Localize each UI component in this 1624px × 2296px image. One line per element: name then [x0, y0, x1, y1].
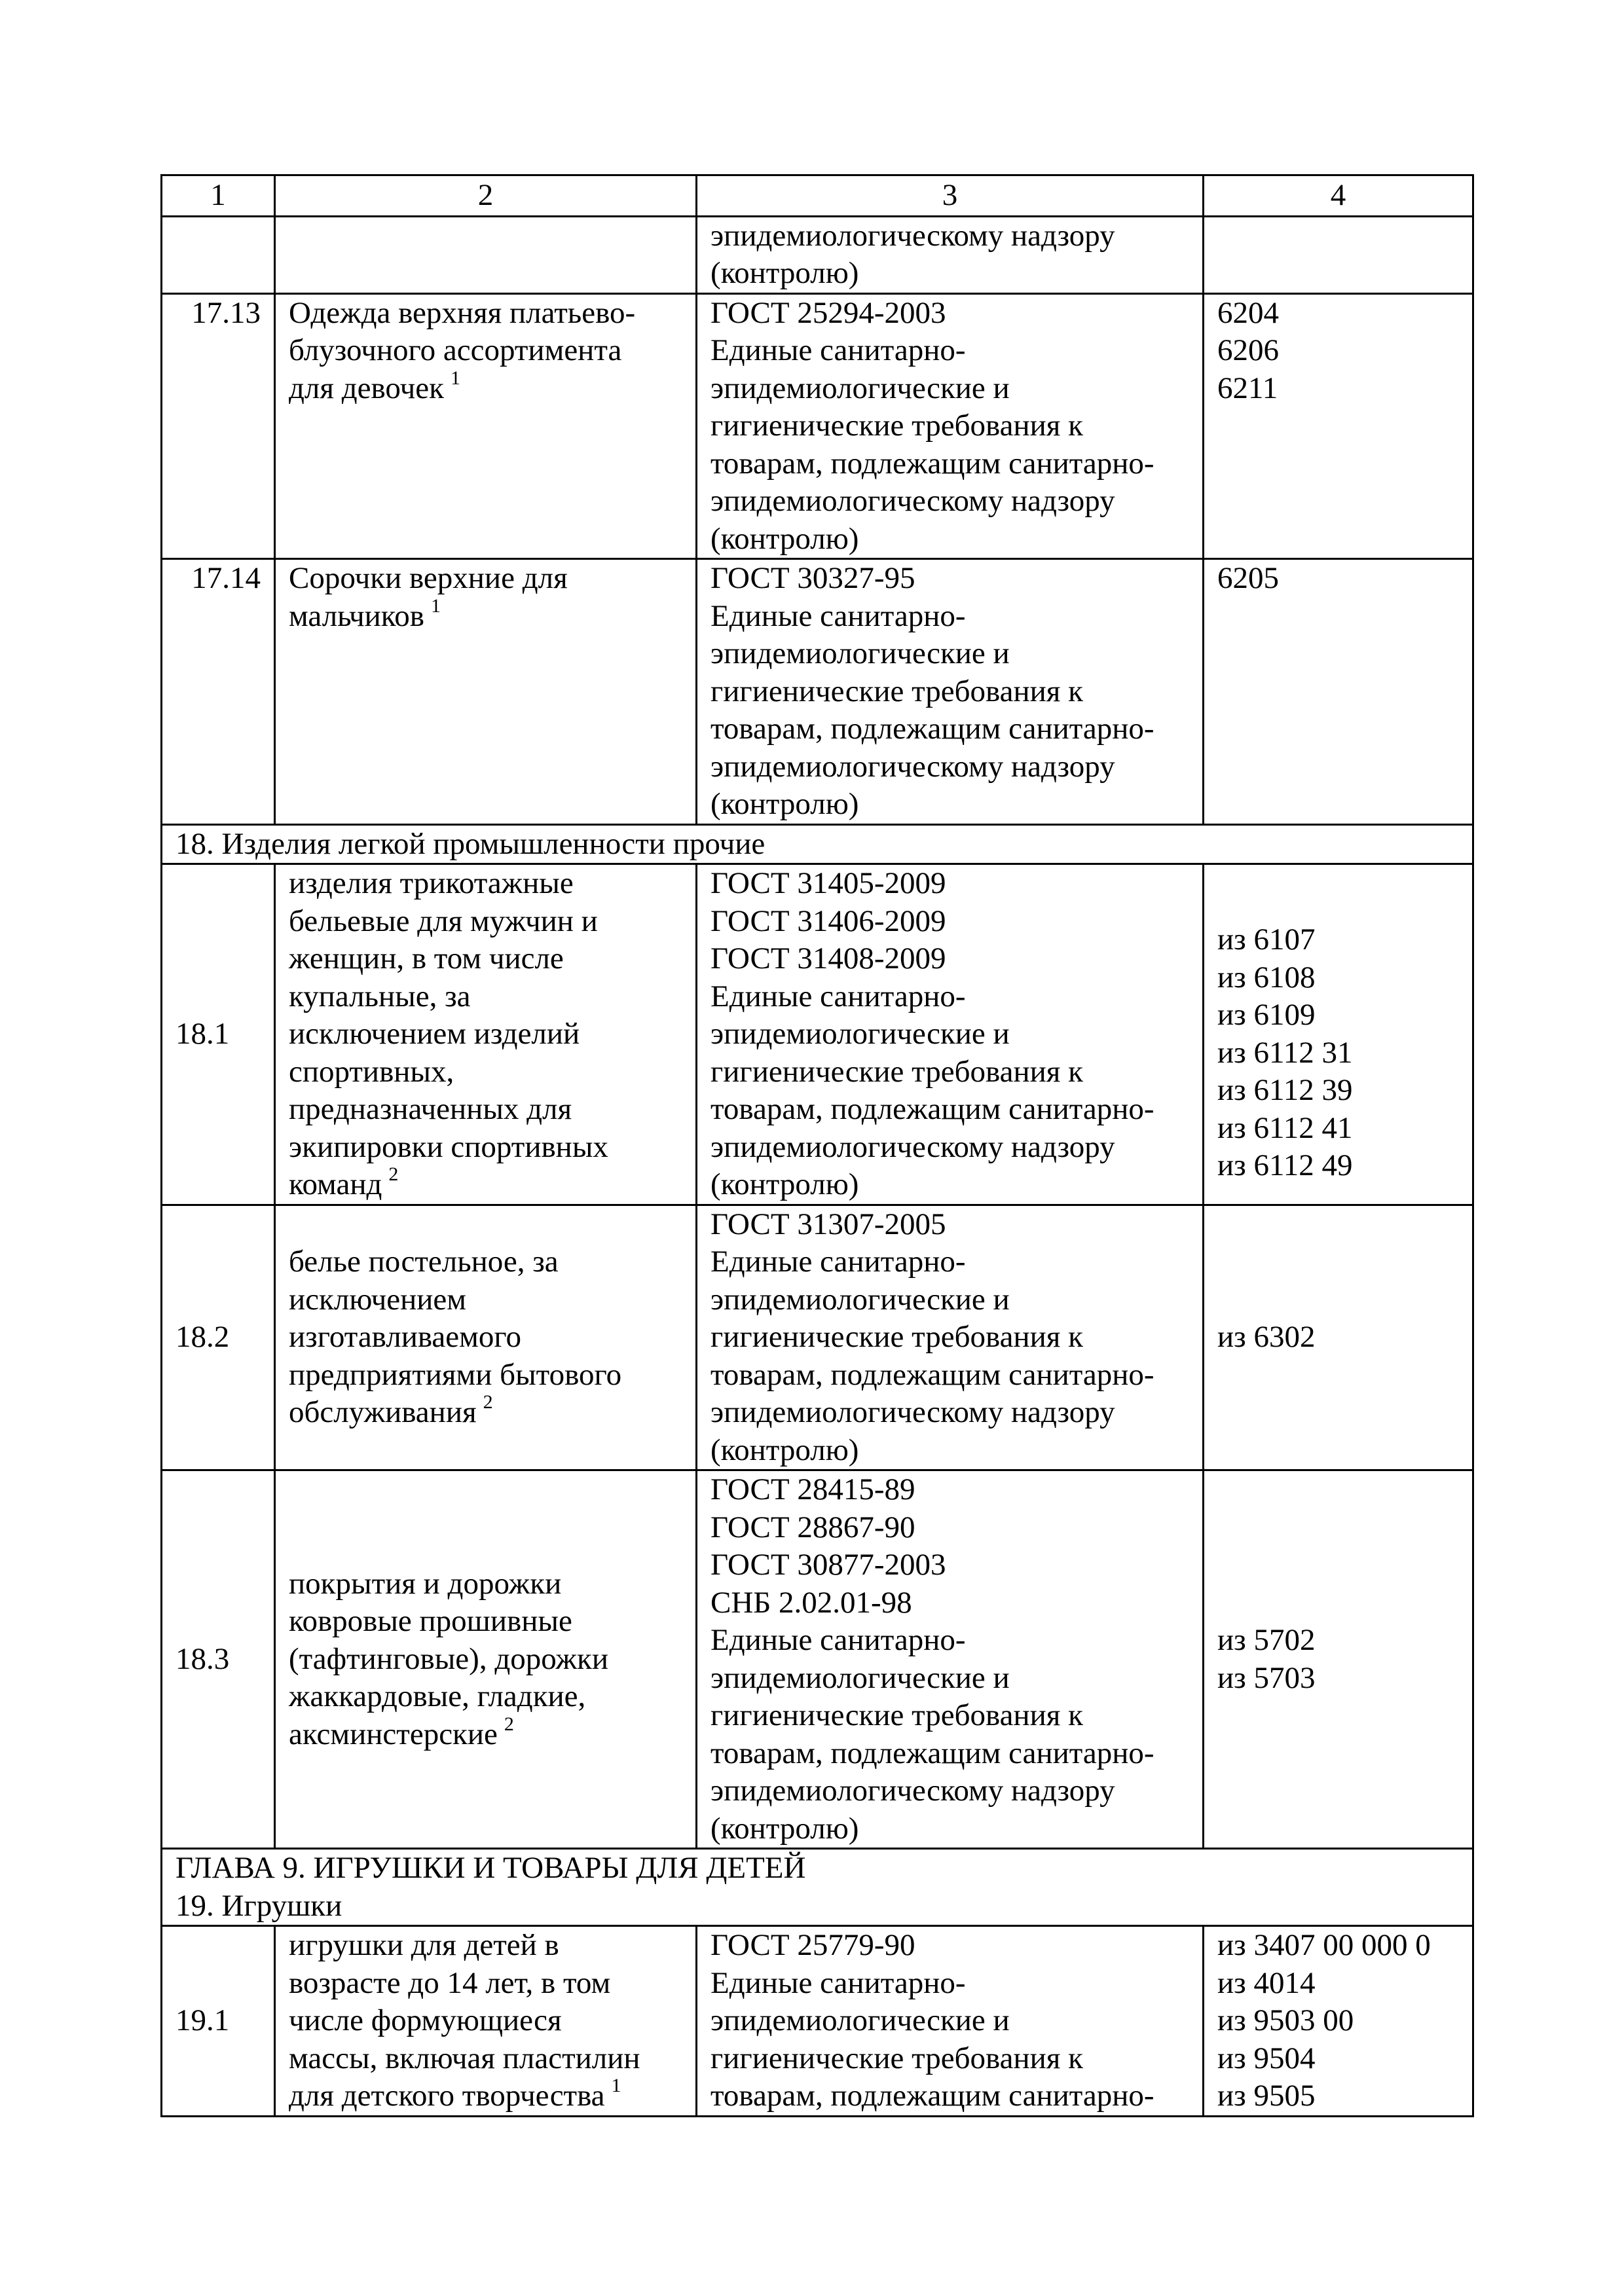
doc-line: ГОСТ 31405-2009 [710, 866, 946, 900]
doc-line: ГОСТ 25779-90 [710, 1928, 915, 1962]
doc-line: (контролю) [710, 521, 859, 556]
row-number [162, 216, 275, 293]
doc-line: эпидемиологические и [710, 1282, 1010, 1317]
doc-line: ГОСТ 31408-2009 [710, 941, 946, 975]
doc-line: гигиенические требования к [710, 1698, 1083, 1732]
tn-ved-codes [1204, 293, 1473, 559]
doc-line: эпидемиологическому надзору [710, 484, 1115, 518]
doc-line: Единые санитарно- [710, 598, 966, 633]
section-heading: 19. Игрушки [175, 1888, 342, 1923]
code-line: из 5703 [1217, 1660, 1316, 1695]
product-name [275, 559, 697, 825]
code-line: из 9503 00 [1217, 2003, 1354, 2037]
name-line: предназначенных для [289, 1092, 572, 1126]
name-line: аксминстерские $^2$ [289, 1713, 514, 1751]
doc-line: ГОСТ 28867-90 [710, 1510, 915, 1544]
name-line: бельевые для мужчин и [289, 903, 598, 938]
doc-line: ГОСТ 30327-95 [710, 561, 915, 595]
name-line: покрытия и дорожки [289, 1566, 562, 1601]
code-line: из 6112 31 [1217, 1035, 1353, 1070]
name-line: игрушки для детей в [289, 1928, 559, 1962]
tn-ved-codes [1204, 216, 1473, 293]
doc-line: Единые санитарно- [710, 1965, 966, 2000]
doc-line: гигиенические требования к [710, 1320, 1083, 1354]
code-line: 6205 [1217, 561, 1279, 595]
table-row [162, 1926, 1473, 2117]
doc-line: Единые санитарно- [710, 333, 966, 367]
tn-ved-codes [1204, 559, 1473, 825]
table-row [162, 293, 1473, 559]
normative-docs [697, 1205, 1204, 1470]
column-header: 2 [275, 175, 697, 217]
tn-ved-codes [1204, 1470, 1473, 1849]
name-line: числе формующиеся [289, 2003, 562, 2037]
name-line: белье постельное, за [289, 1245, 559, 1279]
code-line: из 6107 [1217, 922, 1316, 957]
doc-line: (контролю) [710, 1432, 859, 1467]
section-heading-row [162, 824, 1473, 864]
row-number: 18.2 [162, 1205, 275, 1470]
code-line: из 6302 [1217, 1320, 1316, 1354]
product-name [275, 1926, 697, 2117]
doc-line: Единые санитарно- [710, 979, 966, 1013]
column-header: 3 [697, 175, 1204, 217]
name-line: спортивных, [289, 1054, 454, 1089]
doc-line: эпидемиологическому надзору [710, 218, 1115, 253]
doc-line: эпидемиологические и [710, 2003, 1010, 2037]
name-line: возрасте до 14 лет, в том [289, 1965, 611, 2000]
doc-line: (контролю) [710, 1811, 859, 1846]
doc-line: товарам, подлежащим санитарно- [710, 446, 1154, 481]
footnote-marker: 1 [451, 367, 460, 389]
normative-docs [697, 559, 1204, 825]
code-line: из 6112 49 [1217, 1148, 1353, 1183]
doc-line: ГОСТ 31406-2009 [710, 903, 946, 938]
footnote-marker: 2 [483, 1391, 493, 1413]
doc-line: ГОСТ 25294-2003 [710, 295, 946, 330]
row-number: 17.13 [162, 293, 275, 559]
rows-group-17 [162, 293, 1473, 824]
code-line: из 6112 39 [1217, 1073, 1353, 1108]
name-line: предприятиями бытового [289, 1357, 622, 1392]
code-line: из 9504 [1217, 2041, 1316, 2075]
column-header: 4 [1204, 175, 1473, 217]
footnote-marker: 2 [504, 1713, 514, 1736]
product-name [275, 293, 697, 559]
name-line: изготавливаемого [289, 1320, 522, 1354]
name-line: Одежда верхняя платьево- [289, 295, 636, 330]
table-row [162, 559, 1473, 825]
doc-line: товарам, подлежащим санитарно- [710, 1092, 1154, 1126]
rows-group-19 [162, 1926, 1473, 2117]
code-line: из 9505 [1217, 2079, 1316, 2113]
row-number: 19.1 [162, 1926, 275, 2117]
code-line: из 6112 41 [1217, 1110, 1353, 1145]
product-name [275, 864, 697, 1205]
name-line: блузочного ассортимента [289, 333, 622, 367]
name-line: ковровые прошивные [289, 1604, 572, 1639]
name-line: купальные, за [289, 979, 471, 1013]
table-row [162, 216, 1473, 293]
doc-line: товарам, подлежащим санитарно- [710, 712, 1154, 746]
doc-line: эпидемиологические и [710, 1017, 1010, 1051]
chapter-heading [162, 1849, 1473, 1926]
doc-line: эпидемиологические и [710, 1660, 1010, 1695]
product-name [275, 1470, 697, 1849]
name-line: массы, включая пластилин [289, 2041, 640, 2075]
doc-line: ГОСТ 31307-2005 [710, 1207, 946, 1241]
code-line: из 6108 [1217, 960, 1316, 994]
product-name [275, 1205, 697, 1470]
footnote-marker: 1 [611, 2075, 621, 2097]
code-line: из 5702 [1217, 1623, 1316, 1657]
tn-ved-codes [1204, 1926, 1473, 2117]
doc-line: эпидемиологическому надзору [710, 1129, 1115, 1164]
code-line: из 3407 00 000 0 [1217, 1928, 1431, 1962]
name-line: для девочек $^1$ [289, 367, 460, 405]
doc-line: эпидемиологическому надзору [710, 1395, 1115, 1429]
table-row [162, 1205, 1473, 1470]
chapter-title: ГЛАВА 9. ИГРУШКИ И ТОВАРЫ ДЛЯ ДЕТЕЙ [175, 1851, 806, 1885]
name-line: (тафтинговые), дорожки [289, 1641, 609, 1676]
name-line: исключением [289, 1282, 467, 1317]
code-line: 6211 [1217, 371, 1278, 405]
code-line: из 4014 [1217, 1965, 1316, 2000]
regulation-table [160, 174, 1474, 2117]
code-line: 6206 [1217, 333, 1279, 367]
doc-line: гигиенические требования к [710, 1054, 1083, 1089]
normative-docs [697, 216, 1204, 293]
doc-line: гигиенические требования к [710, 2041, 1083, 2075]
name-line: жаккардовые, гладкие, [289, 1679, 586, 1714]
product-name [275, 216, 697, 293]
doc-line: Единые санитарно- [710, 1245, 966, 1279]
row-number: 17.14 [162, 559, 275, 825]
table-row [162, 1470, 1473, 1849]
normative-docs [697, 293, 1204, 559]
name-line: исключением изделий [289, 1017, 580, 1051]
doc-line: эпидемиологические и [710, 371, 1010, 405]
doc-line: эпидемиологическому надзору [710, 749, 1115, 784]
row-number: 18.1 [162, 864, 275, 1205]
doc-line: СНБ 2.02.01-98 [710, 1585, 912, 1620]
doc-line: Единые санитарно- [710, 1623, 966, 1657]
code-line: 6204 [1217, 295, 1279, 330]
doc-line: эпидемиологическому надзору [710, 1774, 1115, 1808]
row-number: 18.3 [162, 1470, 275, 1849]
footnote-marker: 1 [430, 594, 441, 617]
name-line: изделия трикотажные [289, 866, 574, 900]
footnote-marker: 2 [388, 1163, 399, 1186]
column-header: 1 [162, 175, 275, 217]
name-line: команд $^2$ [289, 1163, 399, 1201]
rows-group-18 [162, 864, 1473, 1849]
table-header-row [162, 175, 1473, 217]
name-line: женщин, в том числе [289, 941, 564, 975]
doc-line: ГОСТ 28415-89 [710, 1472, 915, 1506]
doc-line: (контролю) [710, 1167, 859, 1201]
section-heading: 18. Изделия легкой промышленности прочие [162, 824, 1473, 864]
name-line: для детского творчества $^1$ [289, 2075, 621, 2113]
normative-docs [697, 864, 1204, 1205]
name-line: Сорочки верхние для [289, 561, 568, 595]
chapter-heading-row [162, 1849, 1473, 1926]
doc-line: товарам, подлежащим санитарно- [710, 2079, 1154, 2113]
name-line: обслуживания $^2$ [289, 1391, 493, 1429]
tn-ved-codes [1204, 1205, 1473, 1470]
doc-line: гигиенические требования к [710, 674, 1083, 708]
normative-docs [697, 1470, 1204, 1849]
doc-line: (контролю) [710, 787, 859, 821]
doc-line: эпидемиологические и [710, 636, 1010, 670]
doc-line: гигиенические требования к [710, 409, 1083, 443]
code-line: из 6109 [1217, 998, 1316, 1032]
name-line: мальчиков $^1$ [289, 594, 441, 633]
doc-line: товарам, подлежащим санитарно- [710, 1357, 1154, 1392]
tn-ved-codes [1204, 864, 1473, 1205]
name-line: экипировки спортивных [289, 1129, 608, 1164]
normative-docs [697, 1926, 1204, 2117]
doc-line: ГОСТ 30877-2003 [710, 1548, 946, 1582]
doc-line: (контролю) [710, 256, 859, 290]
doc-line: товарам, подлежащим санитарно- [710, 1736, 1154, 1770]
table-row [162, 864, 1473, 1205]
